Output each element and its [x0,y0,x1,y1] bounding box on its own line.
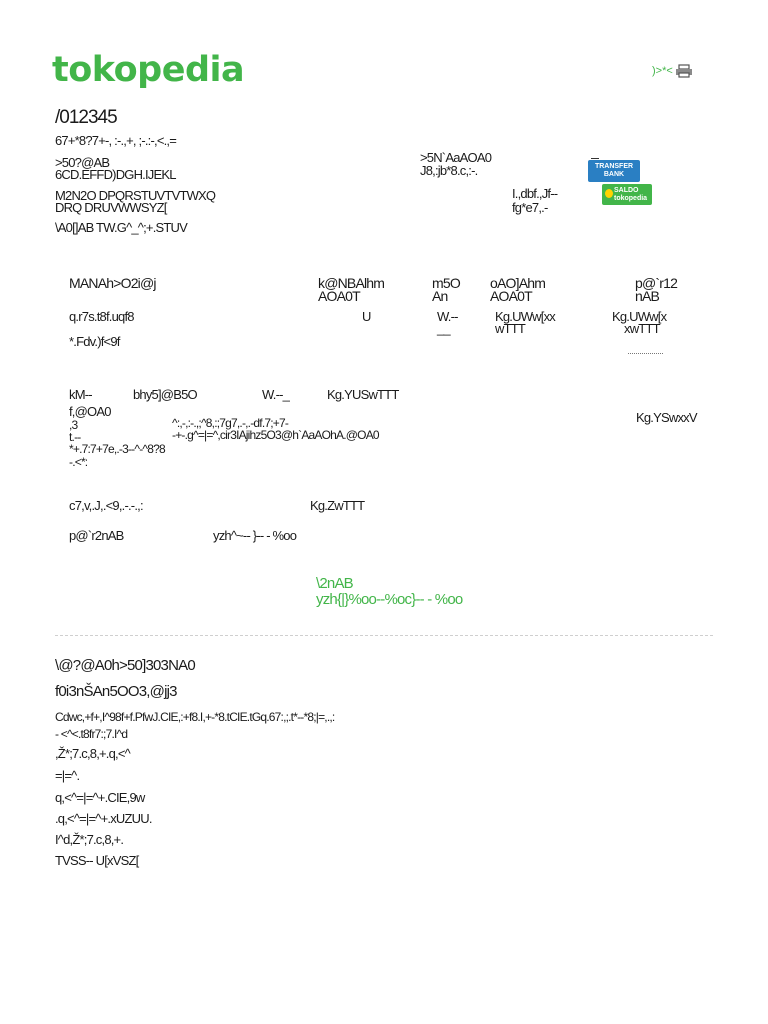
footer-title: \@?@A0h>50]303NA0 [55,657,195,674]
total-value: yzh{|}%oo--%oc}-- - %oo [316,591,463,608]
print-invoice-link[interactable] [652,64,693,78]
shipping-right-amount: Kg.YSwxxV [636,410,697,425]
footer-line-4: =|=^. [55,768,80,783]
col-weight-header: k@NBAlhm [318,275,385,291]
saldo-coin-icon [605,189,613,198]
summary-row-2-value: yzh^~-- }-- - %oo [213,528,297,543]
product-subtotal-sub: xwTTT [624,321,660,336]
product-qty-sub: __ [437,321,450,336]
product-price-sub: wTTT [495,321,526,336]
tokopedia-logo: tokopedia [52,50,245,90]
footer-line-8: TVSS-- U[xVSZ[ [55,853,139,868]
col-price-header-sub: AOA0T [490,288,532,304]
summary-row-1-label: c7,v,.J,.<9,.-.-.,: [69,498,143,513]
footer-line-3: ,Ž*;7.c,8,+.q,<^ [55,746,130,761]
printer-icon[interactable] [675,64,693,78]
product-name: q.r7s.t8f.uqf8 [69,309,134,324]
shipping-courier-label: bhy5]@B5O [133,387,197,402]
invoice-number: /012345 [55,107,117,128]
saldo-badge-top: SALDO [614,187,639,194]
col-qty-header-sub: An [432,288,448,304]
total-label: \2nAB [316,575,353,592]
shipping-detail-4: -+-.g^=|=^,cir3IAjihz5O3@h`AaAOhA.@OA0 [172,428,379,442]
buyer-value: 6CD.EFFD)DGH.IJEKL [55,167,176,182]
transfer-badge-top: TRANSFER [594,163,634,170]
shipping-courier: f,@OA0 [69,404,111,419]
buyer-label: >50?@AB [55,155,110,170]
shipping-address-label: \A0[]AB TW.G^_^;+.STUV [55,220,187,235]
product-price: Kg.UWw[xx [495,309,555,324]
shipping-amount: Kg.YUSwTTT [327,387,399,402]
transfer-badge-bottom: BANK [603,171,625,178]
footer-line-7: I^d,Ž*;7.c,8,+. [55,832,124,847]
shipping-detail-2: ^:,-,:-.,;^8,:;7g7,.-,.-df.7;+7- [172,416,289,430]
section-divider [55,635,713,636]
print-link-label[interactable]: )>*< [652,65,673,77]
footer-line-6: .q,<^=|=^+.xUZUU. [55,811,152,826]
address-line-1: M2N2O DPQRSTUVTVTWXQ [55,188,216,203]
summary-row-1-value: Kg.ZwTTT [310,498,365,513]
transfer-bank-badge [588,160,640,182]
saldo-badge-bottom: tokopedia [614,195,648,202]
shipping-detail-5: *+.7:7+7e,.-3--^-^8?8 [69,442,165,456]
invoice-subtitle: 67+*8?7+-, :-.,+, ;-.:-,<.,= [55,133,177,148]
col-price-header: oAO]Ahm [490,275,546,291]
payment-detail-1: I.,dbf.,Jf-- [512,186,558,201]
row-separator [628,353,663,355]
shipping-detail-1: ,3 [69,418,78,432]
payment-value: J8,:jb*8.c,:-. [420,163,478,178]
col-subtotal-header: p@`r12 [635,275,678,291]
col-subtotal-header-sub: nAB [635,288,660,304]
footer-subtitle: f0i3nŠAn5OO3,@jj3 [55,683,177,700]
payment-detail-2: fg*e7,.- [512,200,548,215]
shipping-label: kM-- [69,387,92,402]
col-qty-header: m5O [432,275,460,291]
shipping-detail-6: -.<*: [69,455,88,469]
footer-line-5: q,<^=|=^+.CIE,9w [55,790,145,805]
product-qty: W.-- [437,309,458,324]
product-weight: U [362,309,371,324]
footer-line-2: - <^<.t8fr7:;7.I^d [55,727,128,741]
col-weight-header-sub: AOA0T [318,288,360,304]
saldo-tokopedia-badge [602,184,652,205]
product-note: *.Fdv.)f<9f [69,334,120,349]
address-line-2: DRQ DRUVWWSYZ[ [55,200,167,215]
shipping-detail-3: t.-- [69,430,81,444]
shipping-weight-label: W.--_ [262,387,290,402]
footer-line-1: Cdwc,+f+,I^98f+f.PfwJ.CIE,:+f8.I,+-*8.tCIE.tGq.67:,;.t*--*8;|=,.,: [55,710,335,724]
payment-marker [591,158,599,159]
payment-label: >5N`AaAOA0 [420,150,492,165]
product-subtotal: Kg.UWw[x [612,309,667,324]
summary-row-2-label: p@`r2nAB [69,528,124,543]
col-product-header: MANAh>O2i@j [69,275,156,291]
